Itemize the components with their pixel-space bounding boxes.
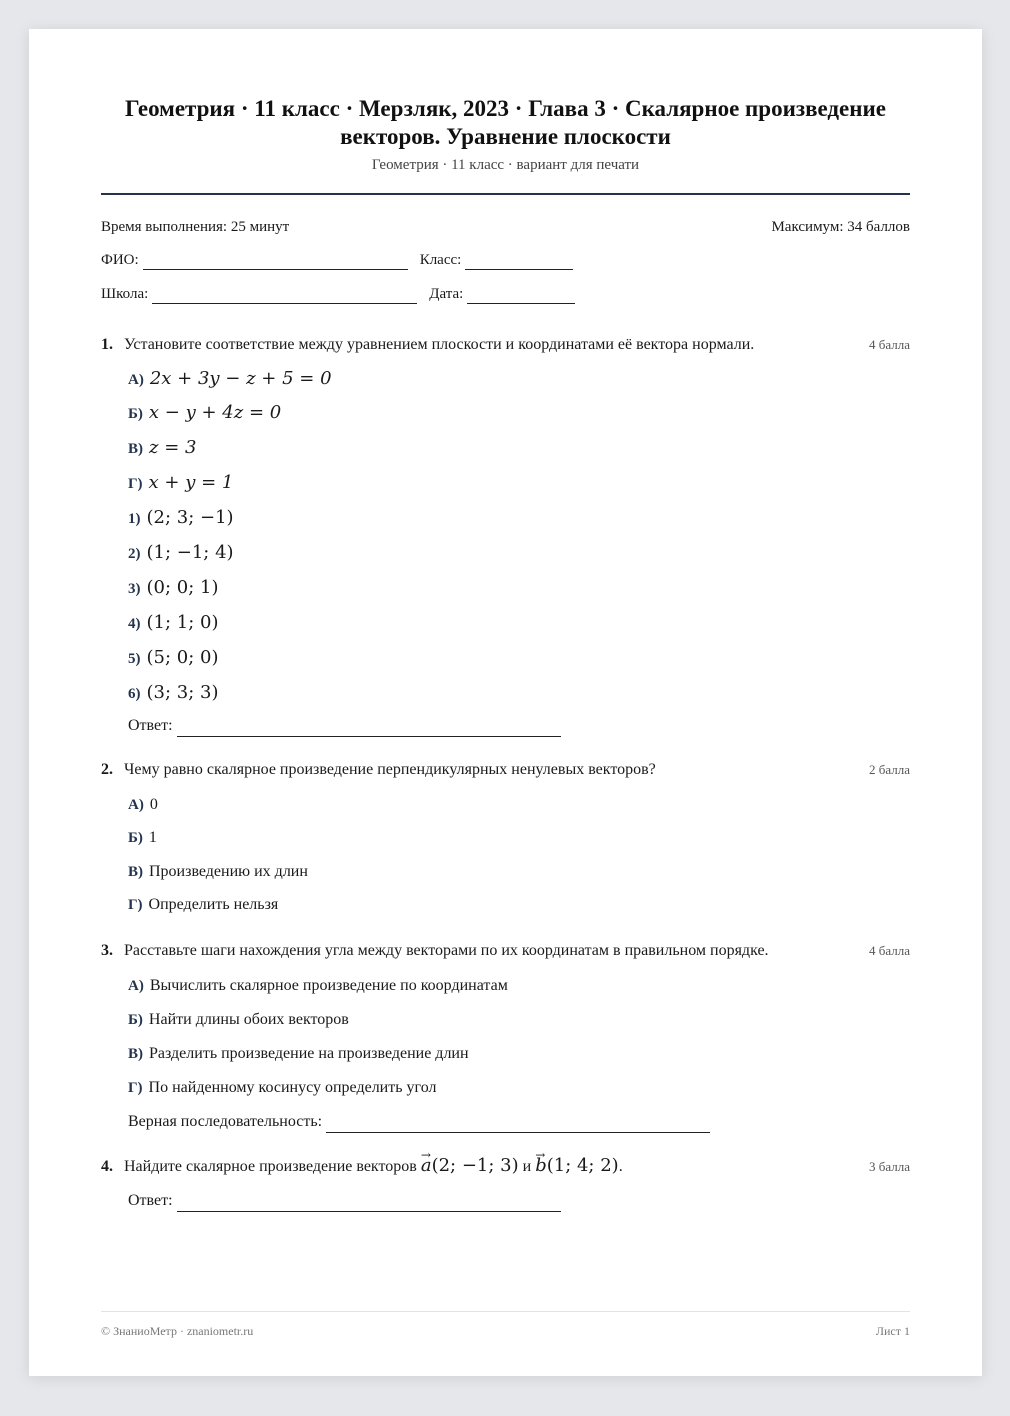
- answer-row: [128, 1190, 910, 1212]
- question-number: 4.: [101, 1158, 113, 1175]
- question-3: [101, 940, 910, 1133]
- meta-row: [101, 217, 910, 237]
- header-divider: [101, 193, 910, 195]
- option-row: А) Вычислить скалярное произведение по координатам: [128, 975, 910, 997]
- option-row: 5) (5; 0; 0): [128, 647, 219, 668]
- vector-b-coords: (1; 4; 2): [546, 1155, 619, 1176]
- option-row: В) z = 3: [128, 437, 197, 458]
- match-options: [128, 368, 910, 705]
- question-text: Расставьте шаги нахождения угла между векторами по их координатам в правильном порядке.: [124, 942, 769, 959]
- option-row: В) Разделить произведение на произведение длин: [128, 1043, 910, 1065]
- vector-a: → a: [421, 1155, 432, 1177]
- option-formula: (5; 0; 0): [146, 647, 219, 668]
- question-text: Найдите скалярное произведение векторов → a(2; −1; 3) и → b(1; 4; 2).: [124, 1155, 859, 1178]
- class-label: Класс:: [419, 252, 462, 268]
- answer-label: Ответ:: [128, 1192, 173, 1209]
- question-4: [101, 1155, 910, 1212]
- page-subtitle: Геометрия · 11 класс · вариант для печати: [371, 157, 640, 173]
- option-row: Б) Найти длины обоих векторов: [128, 1009, 910, 1031]
- option-row: Г) x + y = 1: [128, 472, 234, 493]
- class-field[interactable]: [465, 254, 573, 270]
- time-limit: Время выполнения: 25 минут: [101, 219, 290, 235]
- question-number: 1.: [101, 336, 113, 353]
- page-title: Геометрия · 11 класс · Мерзляк, 2023 · Глава 3 · Скалярное произведение векторов. Уравнение плоскости: [125, 96, 886, 149]
- option-text: 0: [149, 796, 158, 813]
- school-field[interactable]: [152, 288, 417, 304]
- answer-field[interactable]: [177, 1196, 561, 1212]
- option-row: 4) (1; 1; 0): [128, 612, 219, 633]
- option-row: Б) x − y + 4z = 0: [128, 402, 282, 423]
- vector-a-coords: (2; −1; 3): [431, 1155, 519, 1176]
- max-score: Максимум: 34 баллов: [771, 219, 910, 235]
- option-row[interactable]: Б) 1: [128, 827, 910, 849]
- option-row: 3) (0; 0; 1): [128, 577, 219, 598]
- date-label: Дата:: [429, 286, 464, 302]
- answer-row: [128, 1111, 910, 1133]
- question-points: 4 балла: [869, 943, 910, 958]
- option-row: 2) (1; −1; 4): [128, 542, 234, 563]
- vector-b: → b: [535, 1155, 547, 1177]
- option-text: Разделить произведение на произведение длин: [149, 1045, 469, 1062]
- option-formula: x + y = 1: [148, 472, 234, 493]
- question-number: 2.: [101, 761, 113, 778]
- answer-field[interactable]: [177, 721, 561, 737]
- question-text: Чему равно скалярное произведение перпендикулярных ненулевых векторов?: [124, 761, 656, 778]
- option-row[interactable]: В) Произведению их длин: [128, 861, 910, 883]
- answer-row: [128, 715, 910, 737]
- page-sheet: [29, 29, 982, 1376]
- option-text: 1: [148, 829, 157, 846]
- option-text: Определить нельзя: [148, 896, 279, 913]
- option-formula: (1; −1; 4): [146, 542, 234, 563]
- question-points: 3 балла: [869, 1159, 910, 1174]
- option-formula: (1; 1; 0): [146, 612, 219, 633]
- option-row: 1) (2; 3; −1): [128, 507, 234, 528]
- option-formula: (0; 0; 1): [146, 577, 219, 598]
- date-field[interactable]: [467, 288, 575, 304]
- order-options: [128, 975, 910, 1099]
- question-points: 4 балла: [869, 337, 910, 352]
- option-text: По найденному косинусу определить угол: [148, 1079, 437, 1096]
- page-footer: [101, 1311, 910, 1339]
- fio-field[interactable]: [143, 254, 408, 270]
- answer-label: Ответ:: [128, 717, 173, 734]
- footer-page-number: Лист 1: [875, 1324, 910, 1338]
- question-points: 2 балла: [869, 762, 910, 777]
- option-text: Вычислить скалярное произведение по координатам: [149, 977, 508, 994]
- answer-label: Верная последовательность:: [128, 1113, 323, 1130]
- field-row-fio: [101, 250, 910, 270]
- question-number: 3.: [101, 942, 113, 959]
- question-1: [101, 334, 910, 737]
- question-text: Установите соответствие между уравнением плоскости и координатами её вектора нормали.: [124, 336, 755, 353]
- school-label: Школа:: [101, 286, 149, 302]
- option-row[interactable]: Г) Определить нельзя: [128, 894, 910, 916]
- option-text: Найти длины обоих векторов: [148, 1011, 349, 1028]
- option-formula: (2; 3; −1): [146, 507, 234, 528]
- option-formula: x − y + 4z = 0: [148, 402, 282, 423]
- fio-label: ФИО:: [101, 252, 139, 268]
- footer-copyright: © ЗнаниоМетр · znaniometr.ru: [101, 1324, 254, 1338]
- answer-field[interactable]: [326, 1117, 710, 1133]
- option-formula: (3; 3; 3): [146, 682, 219, 703]
- option-row: Г) По найденному косинусу определить угол: [128, 1077, 910, 1099]
- worksheet-content: [101, 95, 910, 1212]
- question-2: [101, 759, 910, 916]
- choice-options: [128, 794, 910, 916]
- option-row: 6) (3; 3; 3): [128, 682, 219, 703]
- option-row: А) 2x + 3y − z + 5 = 0: [128, 368, 332, 389]
- option-text: Произведению их длин: [149, 863, 308, 880]
- option-row[interactable]: А) 0: [128, 794, 910, 816]
- option-formula: 2x + 3y − z + 5 = 0: [149, 368, 332, 389]
- option-formula: z = 3: [149, 437, 197, 458]
- field-row-school: [101, 284, 910, 304]
